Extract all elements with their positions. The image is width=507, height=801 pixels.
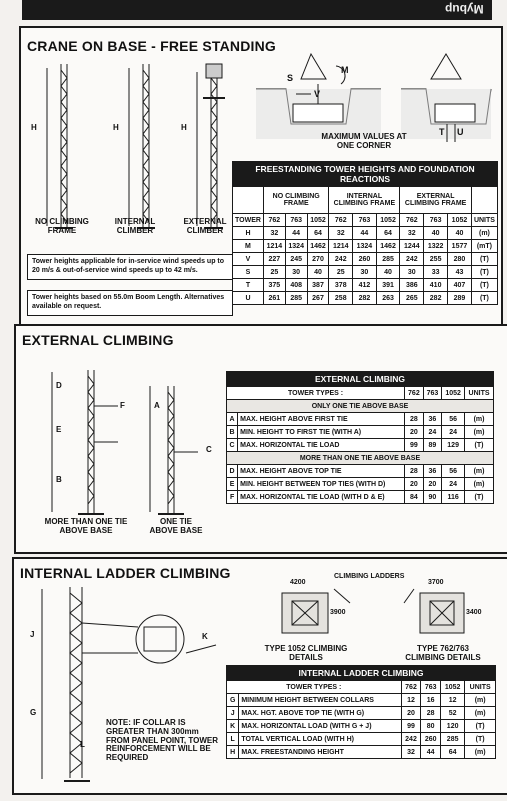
- table-cell: 80: [421, 720, 441, 733]
- table-cell: L: [227, 733, 239, 746]
- col-header-units: UNITS: [471, 214, 497, 227]
- table-header-row: [233, 214, 498, 227]
- table-cell: 43: [448, 266, 472, 279]
- table-cell: 52: [441, 707, 465, 720]
- corner-text: Mybup: [445, 2, 484, 16]
- table-row: [233, 292, 498, 305]
- table-cell: 56: [442, 465, 465, 478]
- dim-h-2: H: [113, 123, 119, 132]
- ext-body-1: [227, 413, 494, 452]
- table-cell: 410: [424, 279, 448, 292]
- table-row: [233, 253, 498, 266]
- table-cell: 265: [400, 292, 424, 305]
- dim-f: F: [120, 401, 125, 410]
- table-cell: 242: [400, 253, 424, 266]
- caption-more-than-one-tie: MORE THAN ONE TIE ABOVE BASE: [44, 517, 128, 535]
- table-cell: 263: [376, 292, 400, 305]
- table-row: [227, 478, 494, 491]
- dim-l: L: [80, 740, 85, 749]
- table-row: [227, 707, 496, 720]
- col-header: 1052: [441, 681, 465, 694]
- table-cell: 1322: [424, 240, 448, 253]
- table-cell: 407: [448, 279, 472, 292]
- table-cell: 1462: [307, 240, 329, 253]
- table-cell: 56: [442, 413, 465, 426]
- table-row: [227, 733, 496, 746]
- table-cell: (T): [465, 491, 494, 504]
- col-header: 1052: [448, 214, 472, 227]
- table-cell: 16: [421, 694, 441, 707]
- table-row: [233, 240, 498, 253]
- table-row: [227, 465, 494, 478]
- table-cell: 258: [329, 292, 353, 305]
- load-label-s: S: [287, 73, 294, 83]
- table-cell: 1324: [353, 240, 377, 253]
- table-cell: 1214: [329, 240, 353, 253]
- load-label-v: V: [314, 89, 321, 99]
- table-cell: MAX. HORIZONTAL TIE LOAD (WITH D & E): [238, 491, 405, 504]
- table-cell: H: [233, 227, 264, 240]
- table-cell: C: [227, 439, 238, 452]
- section-title: EXTERNAL CLIMBING: [22, 332, 174, 348]
- table-cell: 391: [376, 279, 400, 292]
- table-cell: (T): [465, 733, 496, 746]
- table-cell: 1244: [400, 240, 424, 253]
- load-label-u: U: [457, 127, 464, 137]
- table-row: [233, 279, 498, 292]
- table-cell: G: [227, 694, 239, 707]
- table-cell: 242: [401, 733, 421, 746]
- table-cell: 30: [285, 266, 307, 279]
- table-cell: 1577: [448, 240, 472, 253]
- table-cell: 12: [441, 694, 465, 707]
- caption-internal-climber: INTERNAL CLIMBER: [114, 217, 156, 235]
- detail-2-caption: TYPE 762/763 CLIMBING DETAILS: [405, 644, 481, 662]
- col-header-types: TOWER TYPES :: [227, 387, 405, 400]
- table-cell: 120: [441, 720, 465, 733]
- freestanding-body: [233, 227, 498, 305]
- table-cell: 64: [441, 746, 465, 759]
- col-header: 1052: [376, 214, 400, 227]
- col-header-units: UNITS: [465, 387, 494, 400]
- table-cell: 260: [353, 253, 377, 266]
- detail-1-caption: TYPE 1052 CLIMBING DETAILS: [264, 644, 348, 662]
- table-cell: 12: [401, 694, 421, 707]
- table-cell: 280: [448, 253, 472, 266]
- load-label-m: M: [341, 65, 349, 75]
- group-header: EXTERNAL CLIMBING FRAME: [400, 187, 471, 214]
- table-cell: 387: [307, 279, 329, 292]
- dim-e: E: [56, 425, 62, 434]
- internal-ladder-table: [226, 665, 496, 759]
- table-cell: MAX. HORIZONTAL LOAD (WITH G + J): [239, 720, 401, 733]
- section-title: INTERNAL LADDER CLIMBING: [20, 565, 231, 581]
- table-cell: (T): [471, 266, 497, 279]
- table-title: INTERNAL LADDER CLIMBING: [227, 666, 496, 681]
- table-cell: 40: [376, 266, 400, 279]
- table-cell: 242: [329, 253, 353, 266]
- table-cell: (T): [465, 720, 496, 733]
- table-cell: (m): [465, 707, 496, 720]
- table-cell: 289: [448, 292, 472, 305]
- table-cell: MINIMUM HEIGHT BETWEEN COLLARS: [239, 694, 401, 707]
- table-header-row: [227, 387, 494, 400]
- section-header: ONLY ONE TIE ABOVE BASE: [227, 400, 494, 413]
- table-title: FREESTANDING TOWER HEIGHTS AND FOUNDATION REACTIONS: [233, 162, 498, 187]
- dim-k: K: [202, 632, 208, 641]
- table-cell: 285: [441, 733, 465, 746]
- table-cell: TOTAL VERTICAL LOAD (WITH H): [239, 733, 401, 746]
- table-cell: 378: [329, 279, 353, 292]
- table-row: [227, 720, 496, 733]
- detail-2-height: 3400: [466, 609, 482, 616]
- table-cell: 84: [405, 491, 424, 504]
- table-cell: 44: [353, 227, 377, 240]
- table-cell: (m): [465, 478, 494, 491]
- table-cell: 99: [401, 720, 421, 733]
- section-title: CRANE ON BASE - FREE STANDING: [27, 38, 276, 54]
- table-row: [233, 227, 498, 240]
- table-cell: (m): [465, 413, 494, 426]
- table-cell: 25: [329, 266, 353, 279]
- dim-h-1: H: [31, 123, 37, 132]
- table-cell: 28: [405, 413, 424, 426]
- table-cell: 1214: [263, 240, 285, 253]
- top-bar: [22, 0, 492, 20]
- dim-h-3: H: [181, 123, 187, 132]
- climbing-details: [264, 579, 499, 643]
- table-cell: 1462: [376, 240, 400, 253]
- table-cell: 40: [448, 227, 472, 240]
- col-header-tower: TOWER: [233, 214, 264, 227]
- table-cell: J: [227, 707, 239, 720]
- table-cell: 90: [423, 491, 442, 504]
- table-cell: 24: [423, 426, 442, 439]
- freestanding-table: [232, 161, 498, 305]
- table-cell: 282: [424, 292, 448, 305]
- table-cell: (m): [465, 694, 496, 707]
- table-cell: (m): [465, 746, 496, 759]
- col-header: 763: [424, 214, 448, 227]
- table-cell: (m): [471, 227, 497, 240]
- table-cell: MAX. HEIGHT ABOVE FIRST TIE: [238, 413, 405, 426]
- table-cell: 285: [376, 253, 400, 266]
- table-cell: 64: [376, 227, 400, 240]
- table-cell: 32: [263, 227, 285, 240]
- col-header: 763: [285, 214, 307, 227]
- col-header: 762: [405, 387, 424, 400]
- dim-c: C: [206, 445, 212, 454]
- panel-internal-ladder: [12, 557, 507, 795]
- table-cell: B: [227, 426, 238, 439]
- table-row: [227, 413, 494, 426]
- table-cell: 36: [423, 465, 442, 478]
- table-cell: 260: [421, 733, 441, 746]
- table-cell: 44: [421, 746, 441, 759]
- table-row: [227, 694, 496, 707]
- wind-speed-note: Tower heights applicable for in-service wind speeds up to 20 m/s & out-of-service wind speeds up to 42 m/s.: [27, 254, 233, 280]
- panel-external-climbing: [14, 324, 507, 554]
- table-cell: 89: [423, 439, 442, 452]
- table-cell: 285: [285, 292, 307, 305]
- dim-a: A: [154, 401, 160, 410]
- external-climbing-table: [226, 371, 494, 504]
- collar-note: NOTE: IF COLLAR IS GREATER THAN 300mm FROM PANEL POINT, TOWER REINFORCEMENT WILL BE REQUIRED: [106, 718, 219, 763]
- table-row: [227, 746, 496, 759]
- table-cell: 32: [329, 227, 353, 240]
- load-label-t: T: [439, 127, 445, 137]
- table-cell: 32: [401, 746, 421, 759]
- col-header-types: TOWER TYPES :: [227, 681, 402, 694]
- table-cell: S: [233, 266, 264, 279]
- col-header: 762: [329, 214, 353, 227]
- table-cell: 20: [423, 478, 442, 491]
- col-header-units: UNITS: [465, 681, 496, 694]
- table-cell: K: [227, 720, 239, 733]
- max-values-caption: MAXIMUM VALUES AT ONE CORNER: [321, 132, 407, 150]
- table-cell: 28: [421, 707, 441, 720]
- caption-external-climber: EXTERNAL CLIMBER: [183, 217, 227, 235]
- table-cell: H: [227, 746, 239, 759]
- dim-b: B: [56, 475, 62, 484]
- table-cell: MAX. HORIZONTAL TIE LOAD: [238, 439, 405, 452]
- table-cell: M: [233, 240, 264, 253]
- col-header: 762: [401, 681, 421, 694]
- table-cell: 32: [400, 227, 424, 240]
- table-cell: 64: [307, 227, 329, 240]
- col-header: 763: [353, 214, 377, 227]
- table-row: [227, 439, 494, 452]
- table-cell: 99: [405, 439, 424, 452]
- table-cell: 408: [285, 279, 307, 292]
- col-header: 762: [400, 214, 424, 227]
- table-row: [227, 426, 494, 439]
- table-cell: V: [233, 253, 264, 266]
- detail-1-height: 3900: [330, 609, 346, 616]
- table-cell: (T): [471, 279, 497, 292]
- panel-crane-on-base: [19, 26, 503, 328]
- boom-length-note: Tower heights based on 55.0m Boom Length. Alternatives available on request.: [27, 290, 233, 316]
- table-title: EXTERNAL CLIMBING: [227, 372, 494, 387]
- table-cell: 24: [442, 426, 465, 439]
- table-cell: 20: [405, 478, 424, 491]
- table-cell: 412: [353, 279, 377, 292]
- climbing-ladders-label: CLIMBING LADDERS: [334, 573, 405, 580]
- table-cell: (T): [471, 292, 497, 305]
- ext-body-2: [227, 465, 494, 504]
- table-cell: 24: [442, 478, 465, 491]
- table-cell: 227: [263, 253, 285, 266]
- table-cell: 36: [423, 413, 442, 426]
- table-cell: 267: [307, 292, 329, 305]
- table-cell: 245: [285, 253, 307, 266]
- table-cell: 30: [400, 266, 424, 279]
- table-cell: 255: [424, 253, 448, 266]
- table-cell: 116: [442, 491, 465, 504]
- group-header: INTERNAL CLIMBING FRAME: [329, 187, 400, 214]
- table-cell: 40: [424, 227, 448, 240]
- table-cell: MAX. HEIGHT ABOVE TOP TIE: [238, 465, 405, 478]
- caption-no-climbing-frame: NO CLIMBING FRAME: [35, 217, 89, 235]
- caption-one-tie: ONE TIE ABOVE BASE: [149, 517, 203, 535]
- table-cell: D: [227, 465, 238, 478]
- table-cell: 30: [353, 266, 377, 279]
- table-cell: (m): [465, 465, 494, 478]
- table-cell: (T): [465, 439, 494, 452]
- section-header: MORE THAN ONE TIE ABOVE BASE: [227, 452, 494, 465]
- dim-j: J: [30, 630, 35, 639]
- table-cell: (T): [471, 253, 497, 266]
- table-cell: 28: [405, 465, 424, 478]
- group-header: NO CLIMBING FRAME: [263, 187, 328, 214]
- table-cell: 375: [263, 279, 285, 292]
- table-row: [233, 266, 498, 279]
- table-cell: MIN. HEIGHT TO FIRST TIE (WITH A): [238, 426, 405, 439]
- table-cell: 270: [307, 253, 329, 266]
- table-cell: 20: [401, 707, 421, 720]
- table-cell: MAX. FREESTANDING HEIGHT: [239, 746, 401, 759]
- crane-illustrations: [31, 58, 241, 238]
- col-header: 763: [421, 681, 441, 694]
- table-cell: MAX. HGT. ABOVE TOP TIE (WITH G): [239, 707, 401, 720]
- table-row: [227, 491, 494, 504]
- table-cell: E: [227, 478, 238, 491]
- col-header: 1052: [307, 214, 329, 227]
- table-cell: 44: [285, 227, 307, 240]
- table-header-row: [227, 681, 496, 694]
- table-cell: 1324: [285, 240, 307, 253]
- table-cell: 40: [307, 266, 329, 279]
- dim-g: G: [30, 708, 37, 717]
- table-cell: 261: [263, 292, 285, 305]
- col-header: 762: [263, 214, 285, 227]
- int-body: [227, 694, 496, 759]
- table-cell: F: [227, 491, 238, 504]
- table-cell: 33: [424, 266, 448, 279]
- table-cell: 129: [442, 439, 465, 452]
- table-cell: A: [227, 413, 238, 426]
- table-cell: 282: [353, 292, 377, 305]
- table-cell: U: [233, 292, 264, 305]
- table-cell: 20: [405, 426, 424, 439]
- table-cell: MIN. HEIGHT BETWEEN TOP TIES (WITH D): [238, 478, 405, 491]
- detail-1-width: 4200: [290, 579, 306, 586]
- table-cell: T: [233, 279, 264, 292]
- external-climbing-illustration: [38, 366, 218, 516]
- col-header: 1052: [442, 387, 465, 400]
- table-cell: (mT): [471, 240, 497, 253]
- dim-d: D: [56, 381, 62, 390]
- col-header: 763: [423, 387, 442, 400]
- table-cell: 25: [263, 266, 285, 279]
- detail-2-width: 3700: [428, 579, 444, 586]
- table-cell: 386: [400, 279, 424, 292]
- table-cell: (m): [465, 426, 494, 439]
